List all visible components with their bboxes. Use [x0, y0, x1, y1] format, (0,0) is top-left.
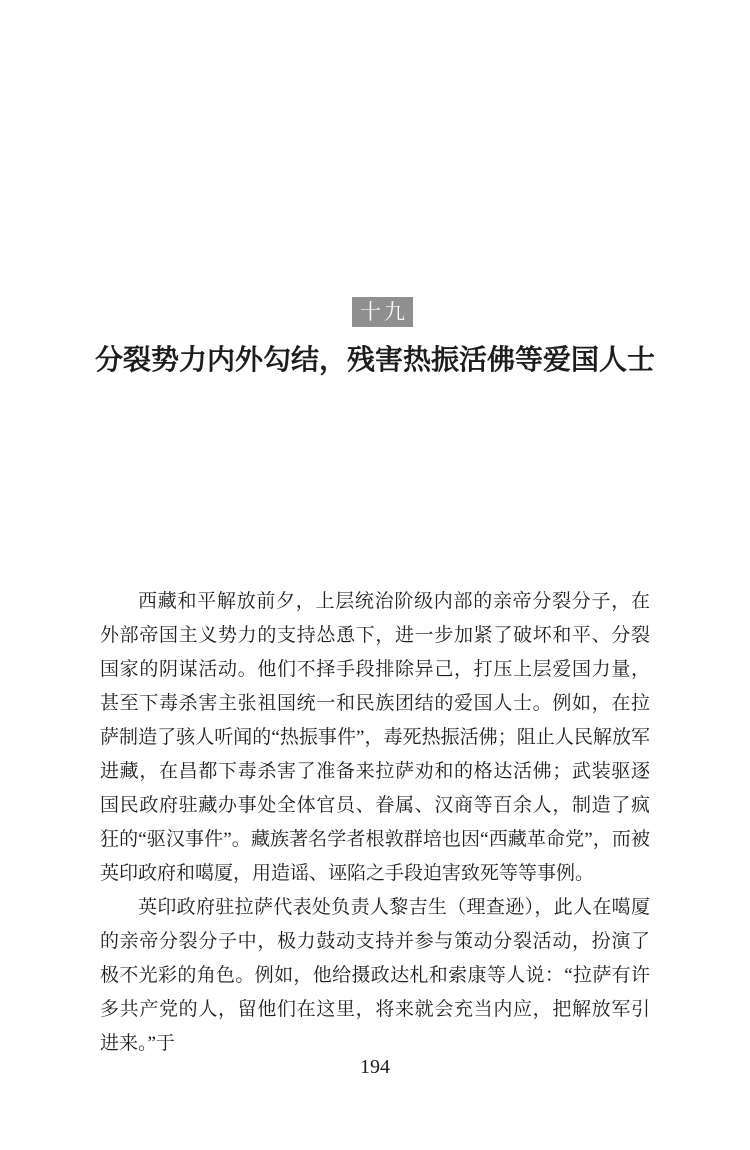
paragraph-1: 西藏和平解放前夕，上层统治阶级内部的亲帝分裂分子，在外部帝国主义势力的支持怂恿下，进一步加紧了破坏和平、分裂国家的阴谋活动。他们不择手段排除异己，打压上层爱国力量，甚至下毒杀害主张祖国统一和民族团结的爱国人士。例如，在拉萨制造了骇人听闻的“热振事件”，毒死热振活佛；阻止人民解放军进藏，在昌都下毒杀害了准备来拉萨劝和的格达活佛；武装驱逐国民政府驻藏办事处全体官员、眷属、汉商等百余人，制造了疯狂的“驱汉事件”。藏族著名学者根敦群培也因“西藏革命党”，而被英印政府和噶厦，用造谣、诬陷之手段迫害致死等等事例。 — [100, 591, 650, 884]
page-number: 194 — [360, 1056, 390, 1078]
chapter-title: 分裂势力内外勾结，残害热振活佛等爱国人士 — [94, 345, 655, 376]
chapter-number-badge: 十九 — [352, 297, 413, 327]
body-text — [100, 585, 650, 1061]
paragraph-2: 英印政府驻拉萨代表处负责人黎吉生（理查逊），此人在噶厦的亲帝分裂分子中，极力鼓动支持并参与策动分裂活动，扮演了极不光彩的角色。例如，他给摄政达札和索康等人说：“拉萨有许多共产党的人，留他们在这里，将来就会充当内应，把解放军引进来。”于 — [100, 897, 650, 1054]
